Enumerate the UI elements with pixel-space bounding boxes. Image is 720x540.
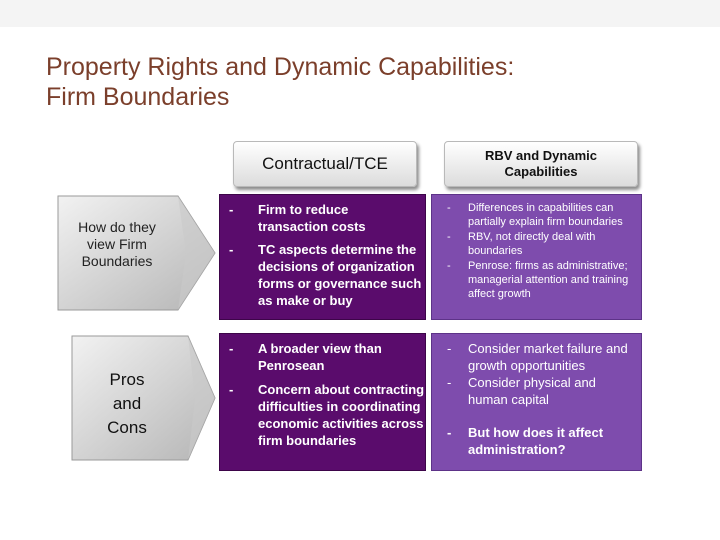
column-header-tce: [233, 141, 417, 187]
cell-tce-view: [219, 194, 426, 320]
list-item-text: TC aspects determine the decisions of organization forms or governance such as make or buy: [258, 242, 422, 308]
list-item-text: But how does it affect administration?: [468, 425, 604, 457]
list-item-text: Consider physical and human capital: [468, 375, 596, 407]
row2-label-line1: Pros: [109, 370, 145, 389]
row1-label: [72, 219, 162, 270]
list-item-text: Differences in capabilities can partially explain firm boundaries: [468, 202, 623, 228]
row2-label-line3: Cons: [107, 418, 147, 437]
list-item-text: A broader view than Penrosean: [258, 341, 382, 373]
list-item-text: Firm to reduce transaction costs: [258, 202, 366, 234]
row2-label: [90, 368, 164, 440]
bullet-dash: -: [447, 375, 452, 390]
bullet-dash: -: [447, 202, 451, 214]
row1-label-line2: view Firm: [87, 236, 147, 252]
list-item-text: Concern about contracting difficulties in coordinating economic activities across firm boundaries: [258, 382, 425, 448]
slide-title: [46, 52, 666, 112]
column-header-rbv-line1: RBV and Dynamic: [485, 148, 597, 163]
cell-rbv-view: [431, 194, 642, 320]
bullet-dash: -: [447, 341, 452, 356]
top-banner: [0, 0, 720, 27]
list-item-text: Penrose: firms as administrative; managerial attention and training affect growth: [468, 260, 629, 300]
list-item-text: Consider market failure and growth opportunities: [468, 341, 628, 373]
cell-tce-pros-cons: [219, 333, 426, 471]
bullet-dash: -: [229, 341, 234, 356]
list-item-text: RBV, not directly deal with boundaries: [468, 231, 596, 257]
column-header-rbv: [444, 141, 638, 187]
cell-rbv-pros-cons: [431, 333, 642, 471]
bullet-dash: -: [229, 242, 234, 257]
bullet-dash: -: [229, 382, 234, 397]
slide-title-line2: Firm Boundaries: [46, 83, 230, 111]
bullet-dash: -: [447, 231, 451, 243]
row2-label-line2: and: [112, 394, 142, 413]
row1-label-line3: Boundaries: [81, 253, 153, 269]
column-header-rbv-line2: Capabilities: [504, 164, 578, 179]
bullet-dash: -: [447, 260, 451, 272]
slide-title-line1: Property Rights and Dynamic Capabilities:: [46, 53, 515, 81]
row1-label-line1: How do they: [78, 219, 156, 235]
bullet-dash: -: [447, 425, 452, 440]
column-header-tce-label: Contractual/TCE: [262, 154, 388, 173]
bullet-dash: -: [229, 202, 234, 217]
